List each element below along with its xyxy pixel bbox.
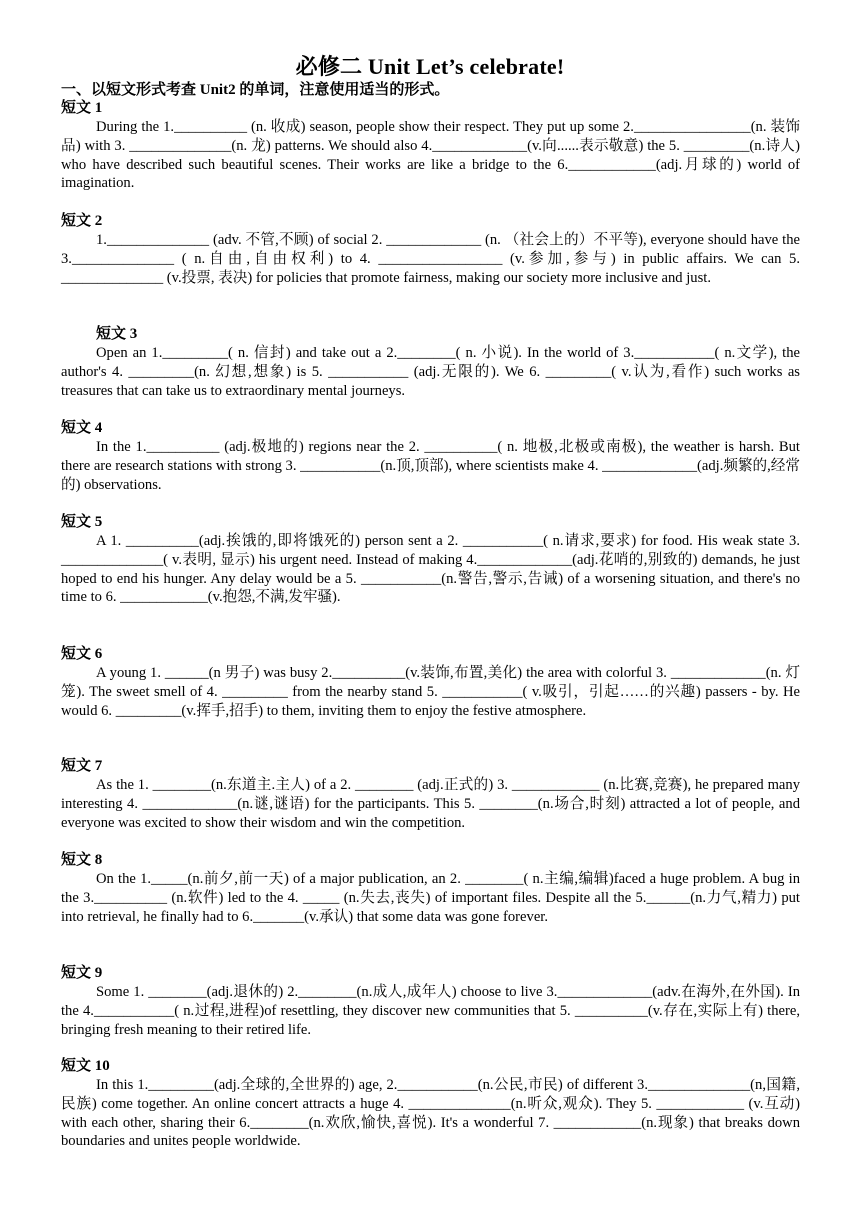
passage-9: [61, 964, 800, 1039]
passage-text: During the 1.__________ (n. 收成) season, people show their respect. They put up some 2.________________(n. 装饰品) with 3. ______________(n. 龙) patterns. We should also 4._____________(v.向......表示敬意) the 5. _________(n.诗人) who have described such beautiful scenes. Their works are like a bridge to the 6.____________(adj.月球的) world of imagination.: [61, 119, 800, 192]
passage-title: 短文 5: [61, 514, 103, 530]
passage-title: 短文 1: [61, 100, 103, 116]
passage-title: 短文 7: [61, 758, 103, 774]
passage-title: 短文 4: [61, 420, 103, 436]
passage-title: 短文 8: [61, 852, 103, 868]
passage-title: 短文 6: [61, 646, 103, 662]
passage-2: [61, 212, 800, 287]
passage-10: [61, 1057, 800, 1151]
passage-7: [61, 757, 800, 832]
passage-8: [61, 851, 800, 926]
passage-text: As the 1. ________(n.东道主.主人) of a 2. ________ (adj.正式的) 3. ____________ (n.比赛,竞赛), he prepared many interesting 4. _____________(n.谜,谜语) for the participants. This 5. ________(n.场合,时刻) attracted a lot of people, and everyone was excited to show their wisdom and win the competition.: [61, 777, 800, 831]
passage-text: A 1. __________(adj.挨饿的,即将饿死的) person sent a 2. ___________( n.请求,要求) for food. His weak state 3. ______________( v.表明, 显示) his urgent need. Instead of making 4._____________(adj.花哨的,别致的) demands, he just hoped to end his hunger. Any delay would be a 5. ___________(n.警告,警示,告诫) of a worsening situation, and there's no time to 6. ____________(v.抱怨,不满,发牢骚).: [61, 533, 800, 606]
passage-text: Open an 1._________( n. 信封) and take out a 2.________( n. 小说). In the world of 3.___________( n.文学), the author's 4. _________(n. 幻想,想象) is 5. ___________ (adj.无限的). We 6. _________( v.认为,看作) such works as treasures that can take us to extraordinary mental journeys.: [61, 345, 800, 399]
passage-3: [61, 325, 800, 400]
passage-title: 短文 3: [96, 326, 138, 342]
page-title: 必修二 Unit Let’s celebrate!: [295, 54, 565, 79]
passage-6: [61, 645, 800, 720]
instruction-text: 一、以短文形式考查 Unit2 的单词，注意使用适当的形式。: [61, 82, 450, 98]
passage-title: 短文 10: [61, 1058, 110, 1074]
passage-text: A young 1. ______(n 男子) was busy 2.__________(v.装饰,布置,美化) the area with colorful 3. _____________(n. 灯笼). The sweet smell of 4. _________ from the nearby stand 5. ___________( v.吸引，引起……的兴趣) passers - by. He would 6. _________(v.挥手,招手) to them, inviting them to enjoy the festive atmosphere.: [61, 665, 800, 719]
passage-1: [61, 99, 800, 193]
passage-text: On the 1._____(n.前夕,前一天) of a major publication, an 2. ________( n.主编,编辑)faced a huge problem. A bug in the 3.__________ (n.软件) led to the 4. _____ (n.失去,丧失) of important files. Despite all the 5.______(n.力气,精力) put into retrieval, he finally had to 6._______(v.承认) that some data was gone forever.: [61, 871, 800, 925]
passage-text: 1.______________ (adv. 不管,不顾) of social 2. _____________ (n. （社会上的）不平等), everyone should have the 3.______________ ( n.自由,自由权利) to 4. _________________ (v.参加,参与) in public affairs. We can 5. ______________ (v.投票, 表决) for policies that promote fairness, making our society more inclusive and just.: [61, 232, 800, 286]
passage-text: In this 1._________(adj.全球的,全世界的) age, 2.___________(n.公民,市民) of different 3.______________(n,国籍,民族) come together. An online concert attracts a huge 4. ______________(n.听众,观众). They 5. ____________ (v.互动) with each other, sharing their 6.________(n.欢欣,愉快,喜悦). It's a wonderful 7. ____________(n.现象) that breaks down boundaries and unites people worldwide.: [61, 1077, 800, 1150]
passage-5: [61, 513, 800, 607]
passage-title: 短文 2: [61, 213, 103, 229]
passage-4: [61, 419, 800, 494]
passage-text: In the 1.__________ (adj.极地的) regions near the 2. __________( n. 地极,北极或南极), the weather is harsh. But there are research stations with strong 3. ___________(n.顶,顶部), where scientists make 4. _____________(adj.频繁的,经常的) observations.: [61, 439, 800, 493]
passage-title: 短文 9: [61, 965, 103, 981]
passage-text: Some 1. ________(adj.退休的) 2.________(n.成人,成年人) choose to live 3._____________(adv.在海外,在外国). In the 4.___________( n.过程,进程)of resettling, they discover new communities that 5. __________(v.存在,实际上有) there, bringing fresh meaning to their retired life.: [61, 984, 800, 1038]
